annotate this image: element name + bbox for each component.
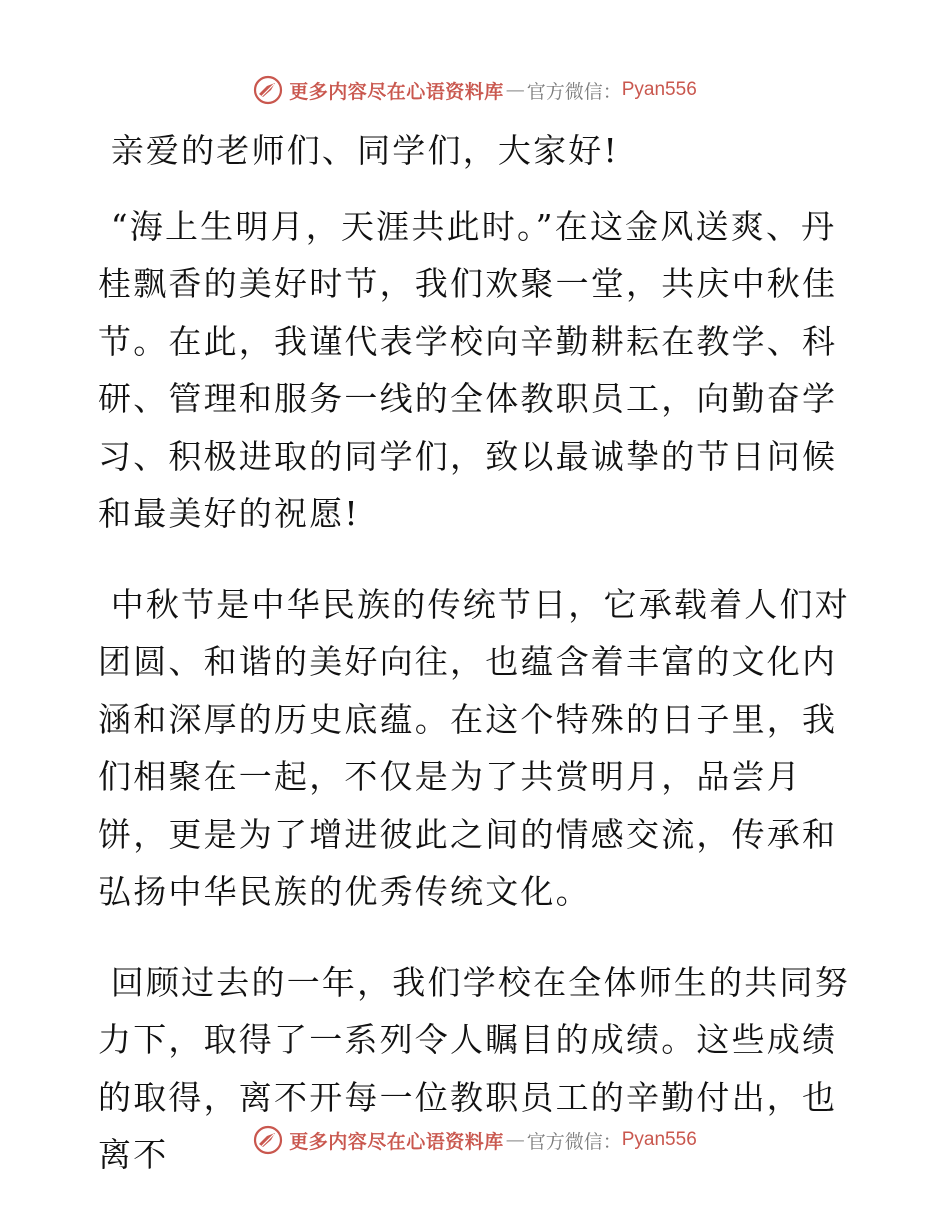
watermark-wechat-id: Pyan556 <box>621 79 697 100</box>
greeting-paragraph: 亲爱的老师们、同学们，大家好! <box>98 131 619 170</box>
watermark-separator: — <box>505 1129 525 1151</box>
watermark-wechat-id: Pyan556 <box>621 1129 697 1150</box>
book-pen-logo-icon <box>253 75 283 105</box>
footer-watermark <box>0 1120 950 1160</box>
header-watermark <box>0 70 950 110</box>
watermark-separator: — <box>505 79 525 101</box>
body-paragraph-2: 中秋节是中华民族的传统节日，它承载着人们对团圆、和谐的美好向往，也蕴含着丰富的文化内涵和深厚的历史底蕴。在这个特殊的日子里，我们相聚在一起，不仅是为了共赏明月，品尝月饼，更是为了增进彼此之间的情感交流，传承和弘扬中华民族的优秀传统文化。 <box>98 584 850 911</box>
body-paragraph-1: “海上生明月，天涯共此时。”在这金风送爽、丹桂飘香的美好时节，我们欢聚一堂，共庆中秋佳节。在此，我谨代表学校向辛勤耕耘在教学、科研、管理和服务一线的全体教职员工，向勤奋学习、积极进取的同学们，致以最诚挚的节日问候和最美好的祝愿! <box>98 206 838 533</box>
watermark-site-text: 更多内容尽在心语资料库 <box>289 80 504 103</box>
watermark-label: 官方微信： <box>526 80 622 103</box>
watermark-label: 官方微信： <box>526 1130 622 1153</box>
body-paragraph-3: 回顾过去的一年，我们学校在全体师生的共同努力下，取得了一系列令人瞩目的成绩。这些成绩的取得，离不开每一位教职员工的辛勤付出，也离不 <box>98 962 850 1174</box>
book-pen-logo-icon <box>253 1125 283 1155</box>
watermark-site-text: 更多内容尽在心语资料库 <box>289 1130 504 1153</box>
document-body <box>98 122 850 1217</box>
